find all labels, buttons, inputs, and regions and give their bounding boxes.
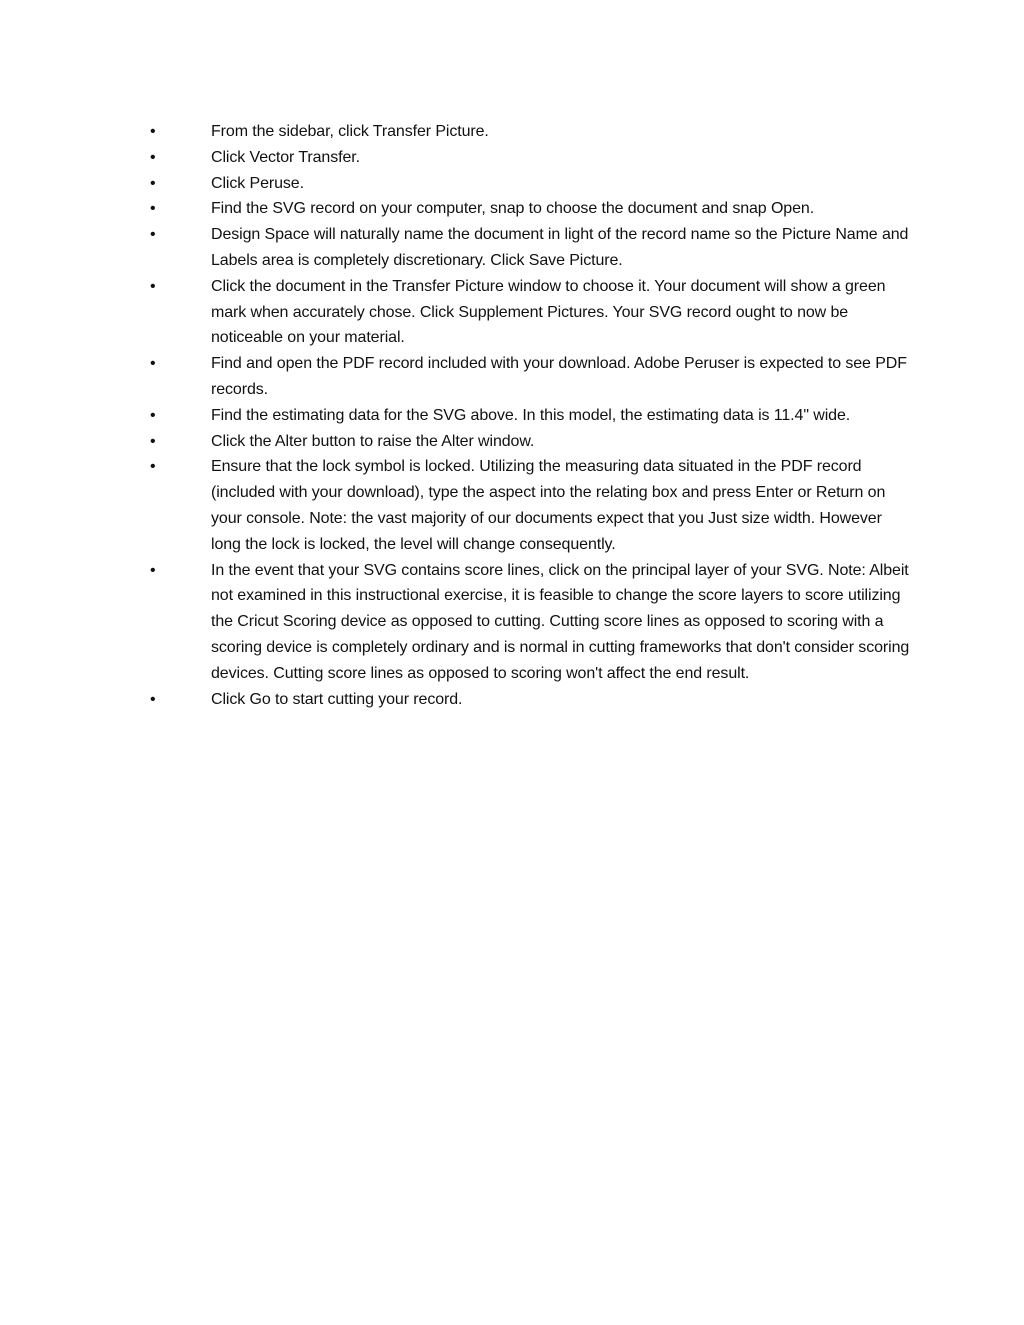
list-item	[150, 222, 910, 274]
bullet-icon: •	[150, 123, 156, 140]
list-item	[150, 196, 910, 222]
list-item	[150, 145, 910, 171]
bullet-icon: •	[150, 174, 156, 192]
bullet-icon: •	[150, 148, 156, 166]
bullet-icon: •	[150, 432, 156, 450]
bullet-icon: •	[150, 226, 156, 244]
list-item-text: Click the Alter button to raise the Alter window.	[211, 432, 535, 450]
list-item-text: Ensure that the lock symbol is locked. Utilizing the measuring data situated in the PDF record (included with your download), type the aspect into the relating box and press Enter or Return on your console. Note: the vast majority of our documents expect that you Just size width. However long the lock is locked, the level will change consequently.	[211, 458, 886, 553]
bullet-icon: •	[150, 200, 156, 218]
list-item-text: Click Peruse.	[211, 174, 304, 192]
list-item-text: Click Go to start cutting your record.	[211, 690, 463, 708]
list-item	[150, 687, 910, 713]
list-item	[150, 403, 910, 429]
bullet-icon: •	[150, 277, 156, 295]
list-item	[150, 171, 910, 197]
list-item	[150, 274, 910, 351]
list-item	[150, 429, 910, 455]
list-item	[150, 351, 910, 403]
bullet-icon: •	[150, 458, 156, 476]
list-item-text: Find and open the PDF record included with your download. Adobe Peruser is expected to see PDF records.	[211, 355, 907, 398]
bullet-icon: •	[150, 355, 156, 373]
bullet-icon: •	[150, 690, 156, 708]
list-item-text: Find the SVG record on your computer, snap to choose the document and snap Open.	[211, 200, 815, 218]
list-item	[150, 558, 910, 687]
list-item-text: In the event that your SVG contains score lines, click on the principal layer of your SVG. Note: Albeit not examined in this instructional exercise, it is feasible to change the score layers to score utilizing the Cricut Scoring device as opposed to cutting. Cutting score lines as opposed to scoring with a scoring device is completely ordinary and is normal in cutting frameworks that don't consider scoring devices. Cutting score lines as opposed to scoring won't affect the end result.	[211, 561, 910, 682]
bullet-icon: •	[150, 406, 156, 424]
list-item-text: Design Space will naturally name the document in light of the record name so the Picture Name and Labels area is completely discretionary. Click Save Picture.	[211, 226, 909, 269]
list-item	[150, 454, 910, 557]
list-item-text: Find the estimating data for the SVG above. In this model, the estimating data is 11.4" wide.	[211, 406, 851, 424]
list-item-text: From the sidebar, click Transfer Picture.	[211, 123, 489, 140]
list-item	[150, 119, 910, 145]
bullet-icon: •	[150, 561, 156, 579]
list-item-text: Click the document in the Transfer Picture window to choose it. Your document will show a green mark when accurately chose. Click Supplement Pictures. Your SVG record ought to now be noticeable on your material.	[211, 277, 886, 347]
instruction-list	[150, 119, 910, 712]
list-item-text: Click Vector Transfer.	[211, 148, 360, 166]
